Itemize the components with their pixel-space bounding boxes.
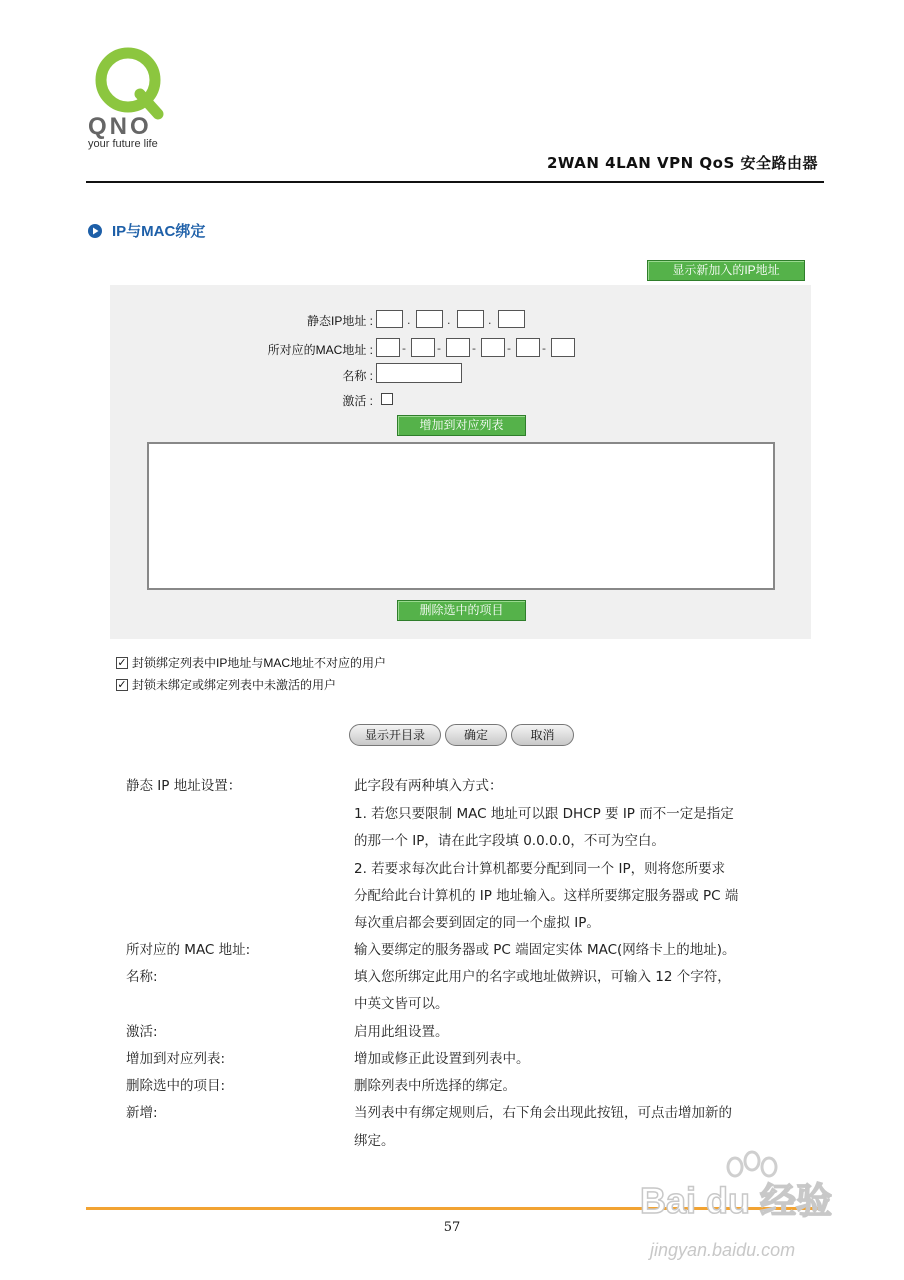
desc-line: 每次重启都会要到固定的同一个虚拟 IP。 xyxy=(354,915,600,931)
binding-form-panel xyxy=(110,285,811,639)
ip-dot: . xyxy=(447,314,451,327)
activate-label: 激活 : xyxy=(342,394,373,408)
block-mismatch-label: 封锁绑定列表中IP地址与MAC地址不对应的用户 xyxy=(132,656,387,670)
desc-term: 激活: xyxy=(126,1024,158,1040)
mac-dash: - xyxy=(472,342,476,355)
mac-part-1-input[interactable] xyxy=(376,338,400,357)
mac-dash: - xyxy=(402,342,406,355)
desc-term: 新增: xyxy=(126,1105,158,1121)
qno-logo xyxy=(88,42,188,152)
svg-text:QNO: QNO xyxy=(88,113,152,140)
add-to-list-button[interactable]: 增加到对应列表 xyxy=(397,415,526,436)
desc-line: 中英文皆可以。 xyxy=(354,996,449,1012)
desc-line: 2. 若要求每次此台计算机都要分配到同一个 IP，则将您所要求 xyxy=(354,861,726,877)
ok-button[interactable]: 确定 xyxy=(445,724,507,746)
mac-part-2-input[interactable] xyxy=(411,338,435,357)
mac-part-6-input[interactable] xyxy=(551,338,575,357)
page-number: 57 xyxy=(443,1220,461,1235)
desc-line: 增加或修正此设置到列表中。 xyxy=(354,1051,530,1067)
show-table-button[interactable]: 显示开目录 xyxy=(349,724,441,746)
desc-line: 1. 若您只要限制 MAC 地址可以跟 DHCP 要 IP 而不一定是指定 xyxy=(354,806,734,822)
block-unbound-option[interactable] xyxy=(116,676,336,693)
mac-part-4-input[interactable] xyxy=(481,338,505,357)
static-ip-label: 静态IP地址 : xyxy=(306,314,373,328)
block-unbound-checkbox[interactable]: ✓ xyxy=(117,678,127,691)
play-bullet-icon xyxy=(88,224,102,238)
desc-term: 删除选中的项目: xyxy=(126,1078,226,1094)
mac-label: 所对应的MAC地址 : xyxy=(267,343,373,357)
desc-line: 绑定。 xyxy=(354,1133,395,1149)
block-mismatch-checkbox[interactable]: ✓ xyxy=(117,656,127,669)
section-heading xyxy=(88,220,205,241)
desc-line: 当列表中有绑定规则后，右下角会出现此按钮，可点击增加新的 xyxy=(354,1105,732,1121)
desc-line: 启用此组设置。 xyxy=(354,1024,449,1040)
desc-term: 静态 IP 地址设置： xyxy=(126,778,242,794)
header-divider xyxy=(86,181,824,183)
block-unbound-label: 封锁未绑定或绑定列表中未激活的用户 xyxy=(132,678,337,692)
ip-octet-3-input[interactable] xyxy=(457,310,484,328)
ip-octet-2-input[interactable] xyxy=(416,310,443,328)
product-title: 2WAN 4LAN VPN QoS 安全路由器 xyxy=(546,154,818,172)
mac-dash: - xyxy=(437,342,441,355)
tagline: your future life xyxy=(88,138,158,150)
ip-dot: . xyxy=(488,314,492,327)
activate-checkbox[interactable] xyxy=(381,393,393,405)
mac-part-5-input[interactable] xyxy=(516,338,540,357)
desc-line: 的那一个 IP，请在此字段填 0.0.0.0，不可为空白。 xyxy=(354,833,665,849)
desc-term: 名称: xyxy=(126,969,158,985)
desc-term: 所对应的 MAC 地址: xyxy=(126,942,251,958)
desc-line: 分配给此台计算机的 IP 地址输入。这样所要绑定服务器或 PC 端 xyxy=(354,888,739,904)
svg-text:Bai du 经验: Bai du 经验 xyxy=(640,1180,833,1221)
mac-dash: - xyxy=(507,342,511,355)
desc-term: 增加到对应列表: xyxy=(126,1051,226,1067)
watermark-url: jingyan.baidu.com xyxy=(650,1240,796,1260)
desc-line: 此字段有两种填入方式： xyxy=(354,778,503,794)
desc-line: 填入您所绑定此用户的名字或地址做辨识，可输入 12 个字符， xyxy=(354,969,731,985)
ip-dot: . xyxy=(407,314,411,327)
block-mismatch-option[interactable] xyxy=(116,654,386,671)
desc-line: 输入要绑定的服务器或 PC 端固定实体 MAC(网络卡上的地址)。 xyxy=(354,942,736,958)
ip-octet-4-input[interactable] xyxy=(498,310,525,328)
show-new-ip-button[interactable]: 显示新加入的IP地址 xyxy=(647,260,805,281)
mac-dash: - xyxy=(542,342,546,355)
name-input[interactable] xyxy=(376,363,462,383)
ip-octet-1-input[interactable] xyxy=(376,310,403,328)
name-label: 名称 : xyxy=(342,369,373,383)
mac-part-3-input[interactable] xyxy=(446,338,470,357)
section-title: IP与MAC绑定 xyxy=(112,223,206,240)
desc-line: 删除列表中所选择的绑定。 xyxy=(354,1078,516,1094)
delete-selected-button[interactable]: 删除选中的项目 xyxy=(397,600,526,621)
binding-list[interactable] xyxy=(147,442,775,590)
cancel-button[interactable]: 取消 xyxy=(511,724,574,746)
